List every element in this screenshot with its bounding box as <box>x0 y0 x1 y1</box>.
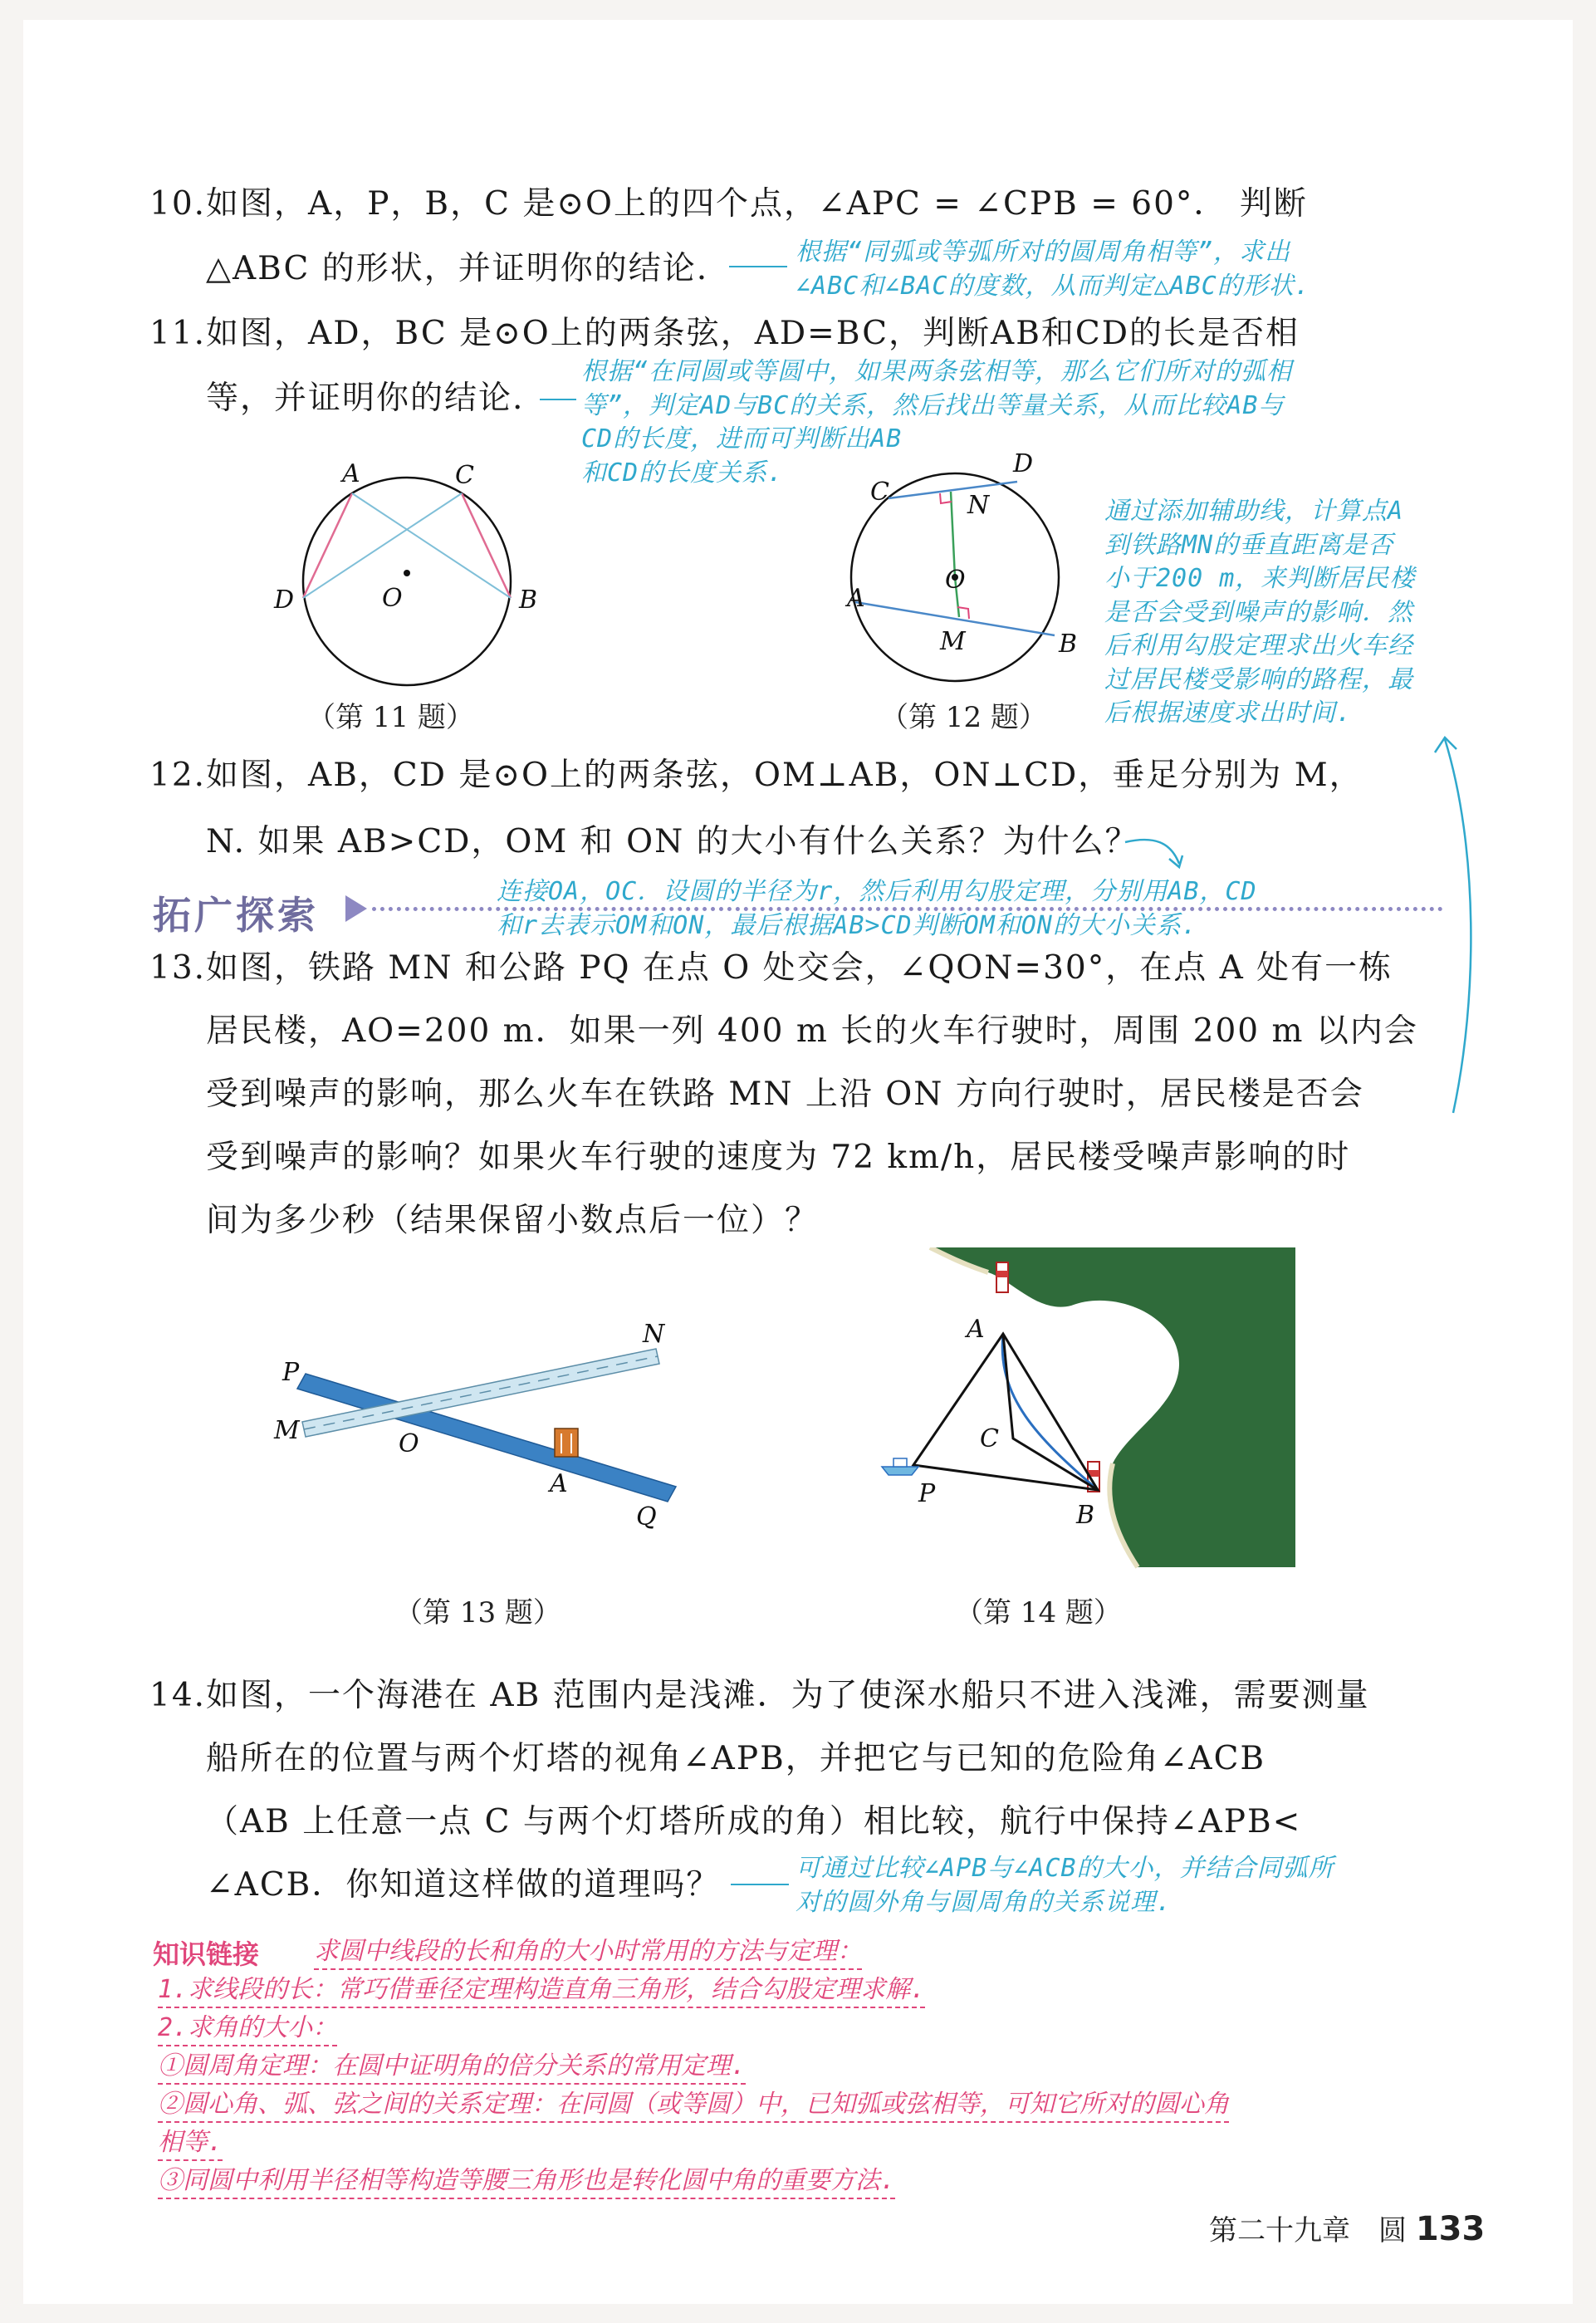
knowledge-item2c: ③同圆中利用半径相等构造等腰三角形也是转化圆中角的重要方法. <box>158 2164 895 2199</box>
q13-connector-arrow <box>1412 731 1486 1121</box>
knowledge-tag: 知识链接 <box>153 1938 260 1970</box>
q11-note-arrow <box>540 399 576 400</box>
fig12-label-m: M <box>940 627 966 656</box>
fig14-label-b: B <box>1076 1501 1095 1530</box>
fig12-label-c: C <box>870 478 889 507</box>
knowledge-item2a: ①圆周角定理：在圆中证明角的倍分关系的常用定理. <box>158 2050 746 2085</box>
q13-side-note-line3: 小于200 m，来判断居民楼 <box>1104 564 1416 593</box>
q10-line1: 10.如图，A，P，B，C 是⊙O上的四个点，∠APC = ∠CPB = 60°． 判断 <box>149 185 1308 223</box>
q14-note <box>796 1852 1334 1919</box>
q11-note-line1: 根据“在同圆或等圆中，如果两条弦相等，那么它们所对的弧相 <box>581 357 1293 386</box>
section-title: 拓广探索 <box>153 893 319 938</box>
q12-note <box>497 875 1257 943</box>
fig11-label-o: O <box>382 584 403 613</box>
fig12-label-b: B <box>1059 630 1078 659</box>
q14-line1: 14.如图，一个海港在 AB 范围内是浅滩．为了使深水船只不进入浅滩，需要测量 <box>149 1677 1370 1714</box>
q12-line1: 12.如图，AB，CD 是⊙O上的两条弦，OM⊥AB，ON⊥CD，垂足分别为 M， <box>149 757 1363 794</box>
fig11-circle <box>303 478 511 685</box>
chapter-footer <box>1209 2208 1485 2248</box>
fig12-segment-on <box>951 492 955 577</box>
knowledge-item2: 2.求角的大小： <box>158 2012 337 2046</box>
q13-line5: 间为多少秒（结果保留小数点后一位）？ <box>206 1202 820 1239</box>
q13-line1: 13.如图，铁路 MN 和公路 PQ 在点 O 处交会，∠QON=30°，在点 A 处有一栋 <box>149 949 1393 987</box>
fig13-label-m: M <box>274 1416 300 1445</box>
q12-note-arrow <box>1121 834 1187 875</box>
q11-line1: 11.如图，AD，BC 是⊙O上的两条弦，AD=BC，判断AB和CD的长是否相 <box>149 315 1300 352</box>
knowledge-item2b-cont: 相等. <box>158 2126 223 2161</box>
fig12-label-o: O <box>945 566 966 595</box>
fig13-label-a: A <box>550 1469 568 1498</box>
q11-note-line3: CD的长度，进而可判断出AB <box>581 424 903 453</box>
q10-note-line1: 根据“同弧或等弧所对的圆周角相等”，求出 <box>796 238 1291 267</box>
q14-note-arrow <box>731 1884 789 1885</box>
q14-note-line2: 对的圆外角与圆周角的关系说理. <box>796 1887 1173 1917</box>
q12-note-line2: 和r去表示OM和ON，最后根据AB>CD判断OM和ON的大小关系. <box>497 910 1197 940</box>
fig11-caption: （第 11 题） <box>307 701 474 734</box>
fig13-diagram <box>266 1312 698 1553</box>
fig12-label-d: D <box>1013 449 1034 478</box>
chapter-title: 第二十九章 圆 <box>1209 2214 1407 2247</box>
q13-line3: 受到噪声的影响，那么火车在铁路 MN 上沿 ON 方向行驶时，居民楼是否会 <box>206 1076 1364 1113</box>
fig12-label-n: N <box>967 491 990 520</box>
fig13-label-o: O <box>399 1429 419 1458</box>
fig13-residential-building <box>555 1429 578 1457</box>
fig12-label-a: A <box>847 584 865 613</box>
fig12-diagram <box>830 448 1104 698</box>
fig12-caption: （第 12 题） <box>880 701 1047 734</box>
fig11-label-c: C <box>455 461 474 490</box>
q14-line4: ∠ACB．你知道这样做的道理吗？ <box>206 1866 721 1904</box>
q11-note-line2: 等”，判定AD与BC的关系，然后找出等量关系，从而比较AB与 <box>581 390 1285 420</box>
q14-line3: （AB 上任意一点 C 与两个灯塔所成的角）相比较，航行中保持∠APB< <box>206 1803 1302 1840</box>
fig12-right-angle-n <box>940 493 952 503</box>
knowledge-item1: 1.求线段的长：常巧借垂径定理构造直角三角形，结合勾股定理求解. <box>158 1973 925 2008</box>
knowledge-item2b: ②圆心角、弧、弦之间的关系定理：在同圆（或等圆）中，已知弧或弦相等，可知它所对的圆心角 <box>158 2088 1229 2123</box>
q13-side-note-line6: 过居民楼受影响的路程，最 <box>1104 664 1413 694</box>
q11-note-line4: 和CD的长度关系. <box>581 458 784 488</box>
fig11-diagram <box>266 448 565 698</box>
fig11-label-d: D <box>274 586 295 615</box>
fig13-caption: （第 13 题） <box>394 1596 561 1630</box>
q10-line2: △ABC 的形状，并证明你的结论. <box>206 250 709 287</box>
q10-note-line2: ∠ABC和∠BAC的度数，从而判定△ABC的形状. <box>796 271 1310 301</box>
q13-side-note-line7: 后根据速度求出时间. <box>1104 698 1353 728</box>
knowledge-title: 求圆中线段的长和角的大小时常用的方法与定理： <box>314 1935 862 1970</box>
page-number: 133 <box>1415 2210 1486 2248</box>
fig11-label-a: A <box>342 459 360 488</box>
fig13-label-n: N <box>643 1320 665 1349</box>
fig14-caption: （第 14 题） <box>955 1596 1122 1630</box>
fig14-label-c: C <box>980 1424 999 1453</box>
q12-line2: N. 如果 AB>CD，OM 和 ON 的大小有什么关系？为什么？ <box>206 823 1139 860</box>
q13-line2: 居民楼，AO=200 m．如果一列 400 m 长的火车行驶时，周围 200 m 以内会 <box>206 1012 1418 1050</box>
fig14-lighthouse-a <box>996 1262 1008 1292</box>
q13-side-note-line5: 后利用勾股定理求出火车经 <box>1104 631 1413 660</box>
fig13-label-p: P <box>282 1358 300 1387</box>
fig14-diagram <box>864 1247 1295 1580</box>
q10-note-arrow <box>729 266 787 267</box>
q13-side-note-line2: 到铁路MN的垂直距离是否 <box>1104 530 1394 560</box>
fig11-center-point <box>404 570 410 576</box>
q13-side-note-line1: 通过添加辅助线，计算点A <box>1104 497 1404 526</box>
q14-note-line1: 可通过比较∠APB与∠ACB的大小，并结合同弧所 <box>796 1854 1334 1883</box>
q11-line2: 等，并证明你的结论. <box>206 380 525 417</box>
q12-note-line1: 连接OA，OC．设圆的半径为r，然后利用勾股定理，分别用AB，CD <box>497 877 1257 906</box>
q13-line4: 受到噪声的影响？如果火车行驶的速度为 72 km/h，居民楼受噪声影响的时 <box>206 1139 1351 1176</box>
fig13-label-q: Q <box>636 1502 657 1532</box>
section-arrow-icon <box>345 895 367 922</box>
q13-side-note <box>1104 495 1415 731</box>
fig14-label-a: A <box>967 1315 985 1344</box>
q13-side-note-line4: 是否会受到噪声的影响．然 <box>1104 597 1413 627</box>
fig14-label-p: P <box>918 1479 936 1508</box>
fig11-label-b: B <box>519 586 538 615</box>
q10-note <box>796 236 1310 303</box>
q14-line2: 船所在的位置与两个灯塔的视角∠APB，并把它与已知的危险角∠ACB <box>206 1740 1266 1777</box>
fig14-ship <box>882 1458 918 1475</box>
